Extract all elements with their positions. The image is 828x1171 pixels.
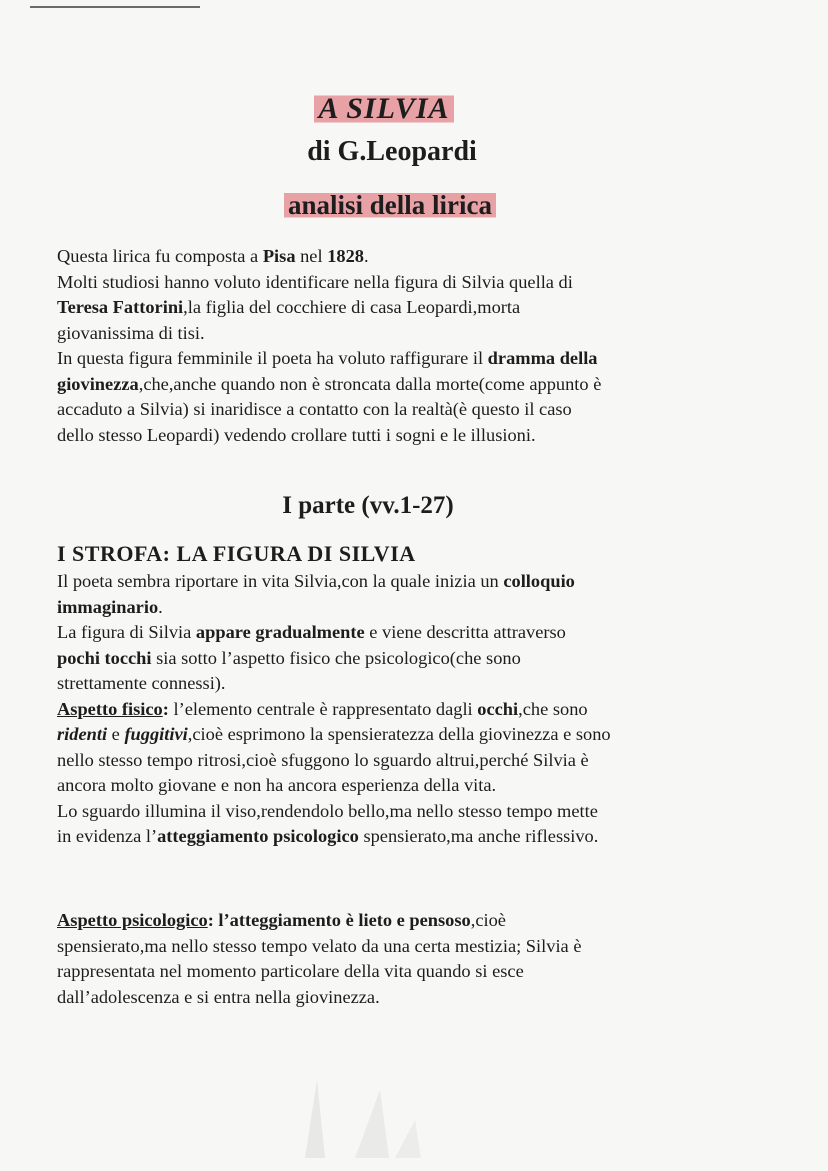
title-highlight: A SILVIA — [314, 92, 453, 125]
part-heading: I parte (vv.1-27) — [282, 492, 454, 519]
psych-paragraph: Aspetto psicologico: l’atteggiamento è lieto e pensoso,cioè spensierato,ma nello stesso tempo velato da una certa mestizia; Silvia è rappresentata nel momento particolare della vita quando si esce dall’adolescenza e si entra nella giovinezza. — [57, 910, 582, 1007]
strofa-paragraph: Il poeta sembra riportare in vita Silvia,con la quale inizia un colloquio immaginario. La figura di Silvia appare gradualmente e viene descritta attraverso pochi tocchi sia sotto l’aspetto fisico che psicologico(che sono strettamente connessi). Aspetto fisico: l’elemento centrale è rappresentato dagli occhi,che sono ridenti e fuggitivi,cioè esprimono la spensieratezza della giovinezza e sono nello stesso tempo ritrosi,cioè sfuggono lo sguardo altrui,perché Silvia è ancora molto giovane e non ha ancora esperienza della vita. Lo sguardo illumina il viso,rendendolo bello,ma nello stesso tempo mette in evidenza l’atteggiamento psicologico spensierato,ma anche riflessivo. — [57, 571, 611, 846]
author-line: di G.Leopardi — [307, 136, 477, 167]
subtitle-highlight: analisi della lirica — [284, 190, 496, 220]
aspetto-fisico-label: Aspetto fisico — [57, 698, 163, 719]
scan-edge-line — [30, 6, 200, 8]
aspetto-psicologico-label: Aspetto psicologico — [57, 910, 208, 930]
scan-shadow-mark — [285, 1050, 425, 1160]
intro-paragraph: Questa lirica fu composta a Pisa nel 1828. Molti studiosi hanno voluto identificare nella figura di Silvia quella di Teresa Fattorini,la figlia del cocchiere di casa Leopardi,morta giovanissima di tisi. In questa figura femminile il poeta ha voluto raffigurare il dramma della giovinezza,che,anche quando non è stroncata dalla morte(come appunto è accaduto a Silvia) si inaridisce a contatto con la realtà(è questo il caso dello stesso Leopardi) vedendo crollare tutti i sogni e le illusioni. — [57, 246, 602, 445]
analysis-subtitle — [0, 190, 804, 221]
poem-title — [0, 92, 798, 126]
strofa-heading: I STROFA: LA FIGURA DI SILVIA — [57, 541, 416, 566]
